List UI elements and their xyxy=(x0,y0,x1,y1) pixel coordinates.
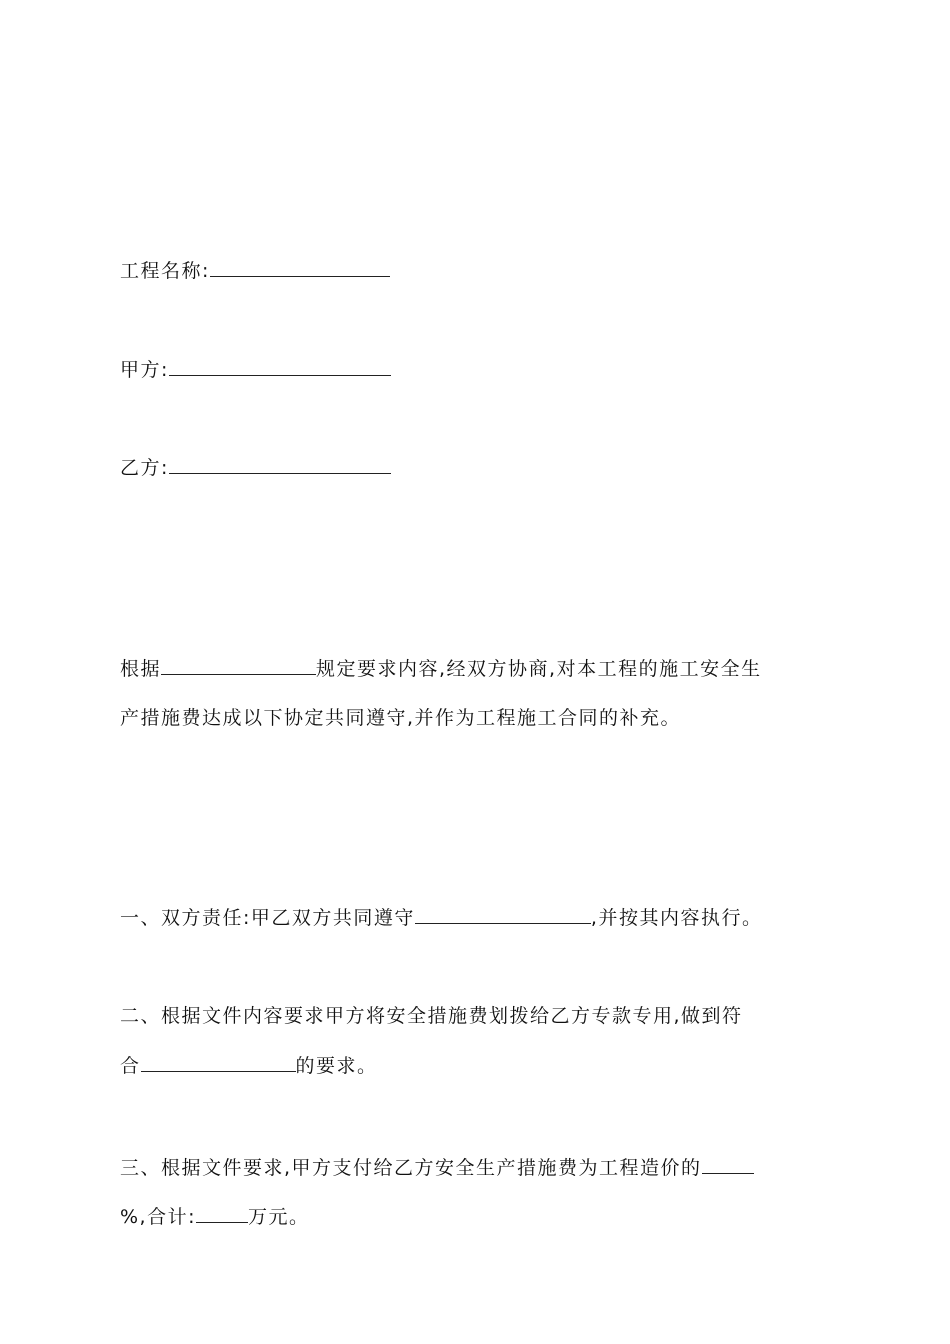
clause1-suffix: ,并按其内容执行。 xyxy=(590,907,763,929)
preamble-line1-suffix: 规定要求内容,经双方协商,对本工程的施工安全生 xyxy=(316,658,762,680)
preamble-line-1 xyxy=(120,656,762,682)
clause2-line1-text: 二、根据文件内容要求甲方将安全措施费划拨给乙方专款专用,做到符 xyxy=(120,1005,743,1027)
party-b-row xyxy=(120,455,391,481)
clause2-line2-prefix: 合 xyxy=(120,1055,141,1077)
preamble-line-2 xyxy=(120,705,681,731)
clause-3-line-2 xyxy=(120,1204,310,1230)
clause-2-line-2 xyxy=(120,1053,378,1079)
preamble-regulation-blank[interactable] xyxy=(161,656,316,675)
clause1-prefix: 一、双方责任:甲乙双方共同遵守 xyxy=(120,907,415,929)
party-a-blank[interactable] xyxy=(169,357,391,376)
party-b-label: 乙方: xyxy=(120,457,169,479)
clause3-line1-text: 三、根据文件要求,甲方支付给乙方安全生产措施费为工程造价的 xyxy=(120,1157,702,1179)
preamble-line2-text: 产措施费达成以下协定共同遵守,并作为工程施工合同的补充。 xyxy=(120,707,682,729)
clause2-blank[interactable] xyxy=(141,1053,296,1072)
party-a-row xyxy=(120,357,391,383)
project-name-row xyxy=(120,258,390,284)
clause-3-line-1 xyxy=(120,1155,754,1181)
clause-2-line-1 xyxy=(120,1003,743,1029)
party-a-label: 甲方: xyxy=(120,359,169,381)
preamble-prefix: 根据 xyxy=(120,658,162,680)
clause-1 xyxy=(120,905,762,931)
project-name-blank[interactable] xyxy=(210,258,390,277)
party-b-blank[interactable] xyxy=(169,455,391,474)
project-name-label: 工程名称: xyxy=(120,260,210,282)
clause3-line2-prefix: %,合计: xyxy=(120,1206,196,1228)
clause3-amount-blank[interactable] xyxy=(196,1204,248,1223)
clause3-percent-blank[interactable] xyxy=(702,1155,754,1174)
clause2-line2-suffix: 的要求。 xyxy=(295,1055,378,1077)
clause1-blank[interactable] xyxy=(415,905,591,924)
clause3-line2-suffix: 万元。 xyxy=(248,1206,310,1228)
